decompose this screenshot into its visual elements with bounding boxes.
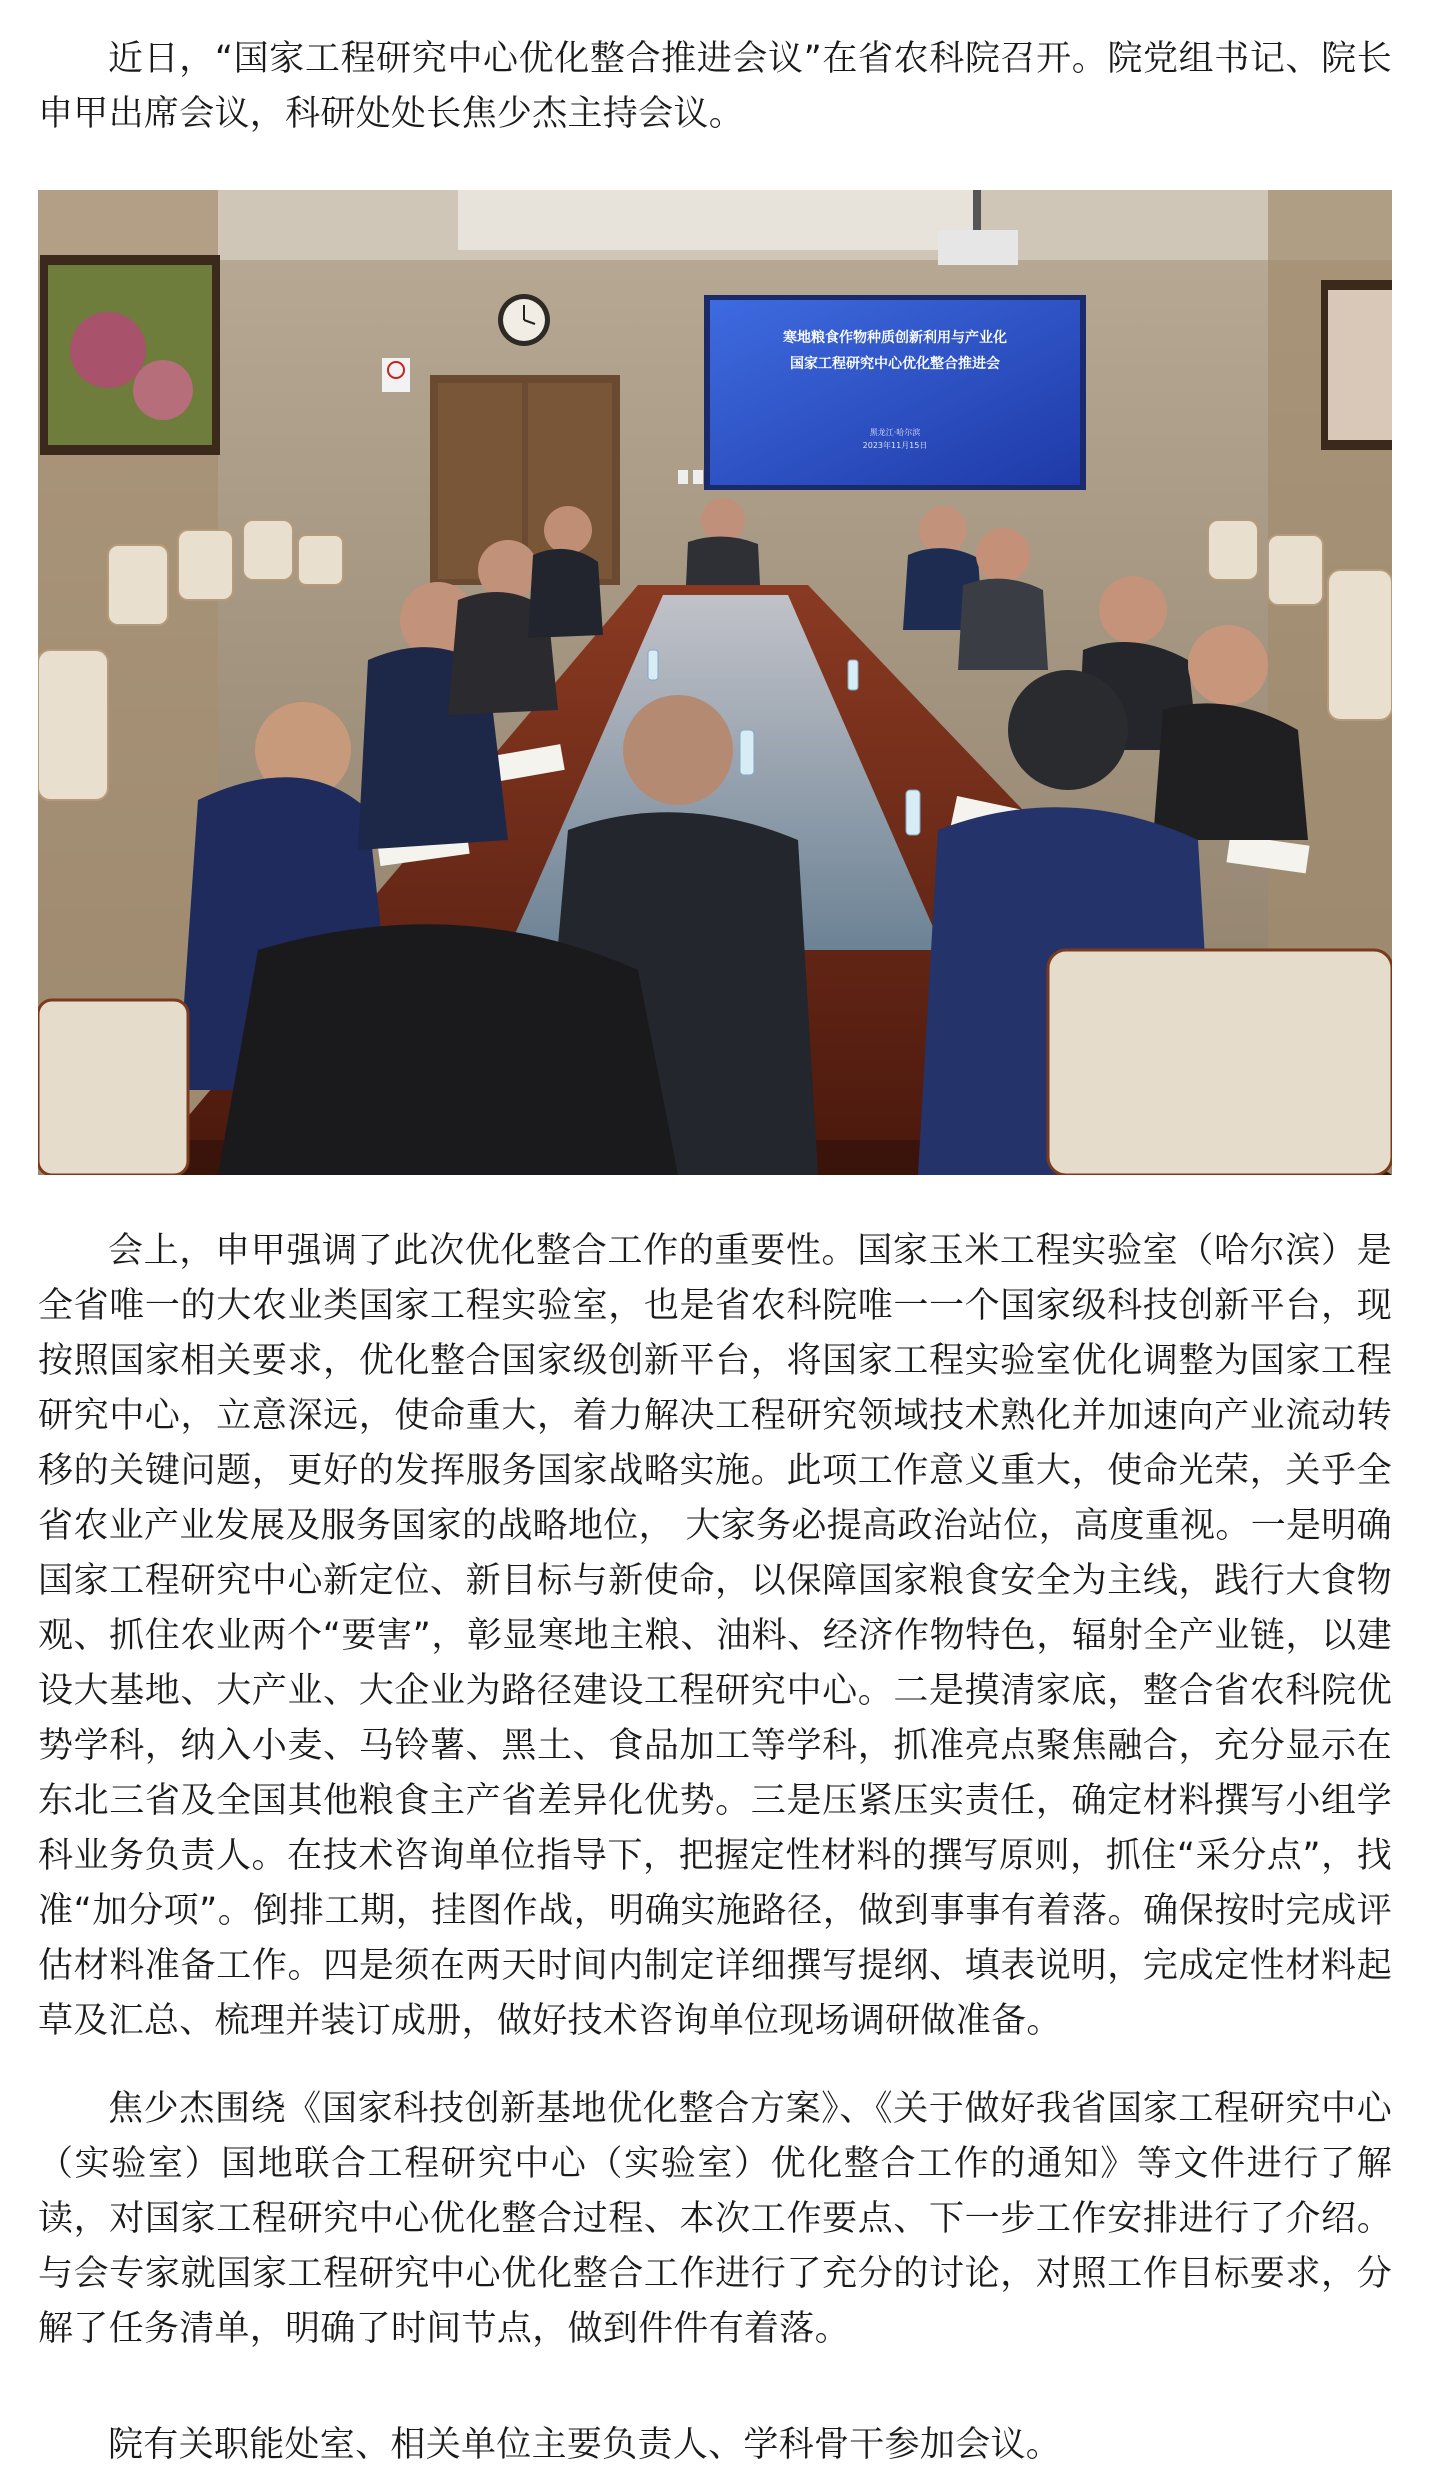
paragraph-attendees: 院有关职能处室、相关单位主要负责人、学科骨干参加会议。 xyxy=(108,2425,1062,2465)
screen-place: 黑龙江·哈尔滨 xyxy=(869,428,921,437)
meeting-photo xyxy=(38,190,1392,1175)
paragraph-intro: 近日，“国家工程研究中心优化整合推进会议”在省农科院召开。院党组书记、院长申甲出席会议，科研处处长焦少杰主持会议。 xyxy=(38,39,1392,134)
screen-title-line1: 寒地粮食作物种质创新利用与产业化 xyxy=(783,330,1007,346)
paragraph-speech: 会上，申甲强调了此次优化整合工作的重要性。国家玉米工程实验室（哈尔滨）是全省唯一的大农业类国家工程实验室，也是省农科院唯一一个国家级科技创新平台，现按照国家相关要求，优化整合国家级创新平台，将国家工程实验室优化调整为国家工程研究中心，立意深远，使命重大，着力解决工程研究领域技术熟化并加速向产业流动转移的关键问题，更好的发挥服务国家战略实施。此项工作意义重大，使命光荣，关乎全省农业产业发展及服务国家的战略地位， 大家务必提高政治站位，高度重视。一是明确国家工程研究中心新定位、新目标与新使命，以保障国家粮食安全为主线，践行大食物观、抓住农业两个“要害”，彰显寒地主粮、油料、经济作物特色，辐射全产业链，以建设大基地、大产业、大企业为路径建设工程研究中心。二是摸清家底，整合省农科院优势学科，纳入小麦、马铃薯、黑土、食品加工等学科，抓准亮点聚焦融合，充分显示在东北三省及全国其他粮食主产省差异化优势。三是压紧压实责任，确定材料撰写小组学科业务负责人。在技术咨询单位指导下，把握定性材料的撰写原则，抓住“采分点”，找准“加分项”。倒排工期，挂图作战，明确实施路径，做到事事有着落。确保按时完成评估材料准备工作。四是须在两天时间内制定详细撰写提纲、填表说明，完成定性材料起草及汇总、梳理并装订成册，做好技术咨询单位现场调研做准备。 xyxy=(38,1231,1392,2041)
screen-title-line2: 国家工程研究中心优化整合推进会 xyxy=(790,356,1000,372)
paragraph-interpretation: 焦少杰围绕《国家科技创新基地优化整合方案》、《关于做好我省国家工程研究中心（实验室）国地联合工程研究中心（实验室）优化整合工作的通知》等文件进行了解读，对国家工程研究中心优化整合过程、本次工作要点、下一步工作安排进行了介绍。与会专家就国家工程研究中心优化整合工作进行了充分的讨论，对照工作目标要求，分解了任务清单，明确了时间节点，做到件件有着落。 xyxy=(38,2089,1392,2349)
screen-date: 2023年11月15日 xyxy=(862,441,928,450)
